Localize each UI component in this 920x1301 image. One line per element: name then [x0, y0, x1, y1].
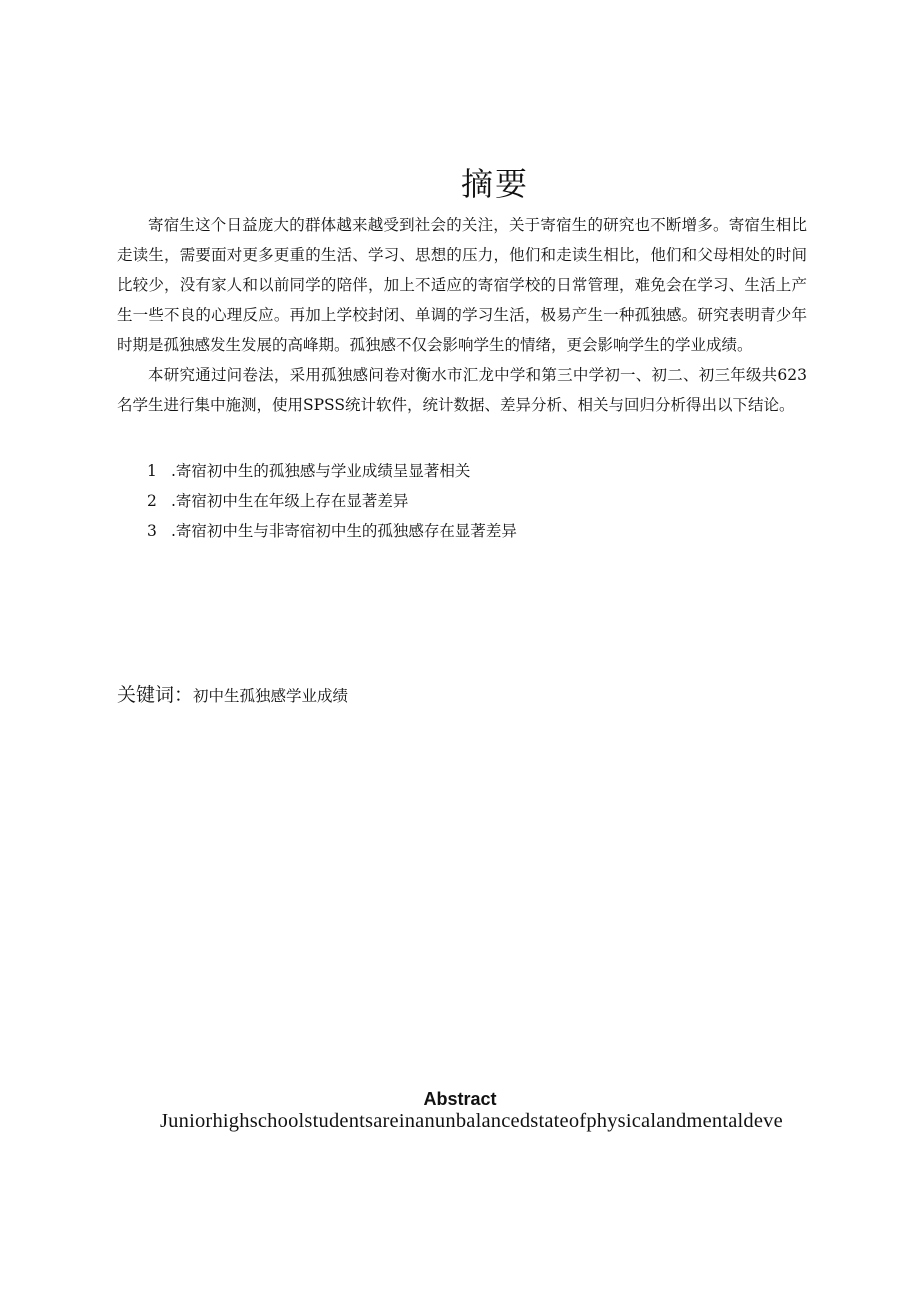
keywords-text: 初中生孤独感学业成绩 — [193, 687, 349, 705]
finding-number: 3 — [147, 522, 157, 540]
abstract-paragraph: 寄宿生这个日益庞大的群体越来越受到社会的关注，关于寄宿生的研究也不断增多。寄宿生相比走读生，需要面对更多更重的生活、学习、思想的压力，他们和走读生相比，他们和父母相处的时间比较少，没有家人和以前同学的陪伴，加上不适应的寄宿学校的日常管理，难免会在学习、生活上产生一些不良的心理反应。再加上学校封闭、单调的学习生活，极易产生一种孤独感。研究表明青少年时期是孤独感发生发展的高峰期。孤独感不仅会影响学生的情绪，更会影响学生的学业成绩。 — [117, 216, 807, 354]
findings-list — [147, 456, 517, 546]
finding-number: 1 — [147, 462, 157, 480]
english-abstract-title: Abstract — [423, 1089, 497, 1109]
abstract-paragraph: 本研究通过问卷法，采用孤独感问卷对衡水市汇龙中学和第三中学初一、初二、初三年级共623名学生进行集中施测，使用SPSS统计软件，统计数据、差异分析、相关与回归分析得出以下结论。 — [117, 366, 807, 414]
finding-text: .寄宿初中生与非寄宿初中生的孤独感存在显著差异 — [171, 522, 517, 540]
keywords-line — [117, 680, 348, 707]
finding-item — [147, 516, 517, 546]
finding-item — [147, 456, 517, 486]
finding-text: .寄宿初中生在年级上存在显著差异 — [171, 492, 409, 510]
finding-text: .寄宿初中生的孤独感与学业成绩呈显著相关 — [171, 462, 471, 480]
keywords-label: 关键词： — [117, 684, 194, 706]
finding-item — [147, 486, 517, 516]
abstract-body — [117, 210, 807, 420]
english-abstract-text: Juniorhighschoolstudentsareinanunbalancedstateofphysicalandmentaldeve — [160, 1110, 783, 1132]
abstract-title: 摘要 — [460, 165, 529, 204]
finding-number: 2 — [147, 492, 157, 510]
